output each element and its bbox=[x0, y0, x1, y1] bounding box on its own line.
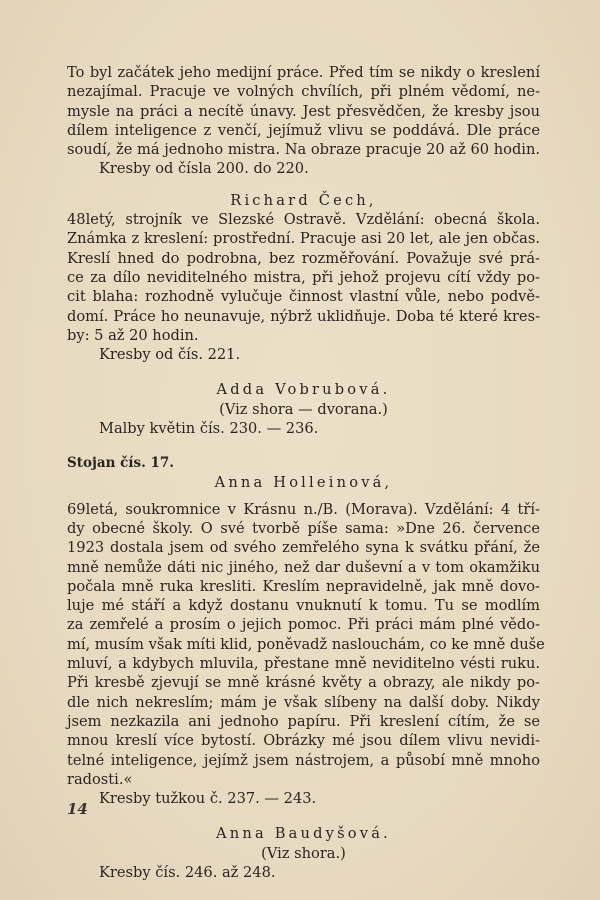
text-line: počala mně ruka kresliti. Kreslím nepravidelně, jak mně dovo- bbox=[67, 577, 540, 595]
text-line: jsem nezkazila ani jednoho papíru. Při kreslení cítím, že se bbox=[67, 712, 540, 730]
text-line: 1923 dostala jsem od svého zemřelého syna k svátku přání, že bbox=[67, 539, 540, 557]
text-line: mně nemůže dáti nic jiného, než dar duševní a v tom okamžiku bbox=[67, 558, 540, 576]
text-column bbox=[67, 63, 545, 882]
text-line: Kreslí hned do podrobna, bez rozměřování. Považuje své prá- bbox=[67, 249, 540, 267]
text-line: telné inteligence, jejímž jsem nástrojem, a působí mně mnoho bbox=[67, 751, 540, 769]
text-line: ce za dílo neviditelného mistra, při jehož projevu cítí vždy po- bbox=[67, 268, 540, 286]
holleinova-paragraph bbox=[67, 500, 545, 789]
text-line: luje mé stáří a když dostanu vnuknutí k tomu. Tu se modlím bbox=[67, 597, 540, 615]
vobrubova-works: Malby květin čís. 230. — 236. bbox=[99, 420, 319, 438]
text-line: by: 5 až 20 hodin. bbox=[67, 326, 199, 344]
text-line: za zemřelé a prosím o jejich pomoc. Při práci mám plné vědo- bbox=[67, 616, 540, 634]
text-line: mluví, a kdybych mluvila, přestane mně neviditelno vésti ruku. bbox=[67, 655, 540, 673]
baudysova-note: (Viz shora.) bbox=[261, 844, 346, 862]
text-line: nezajímal. Pracuje ve volných chvílích, při plném vědomí, ne- bbox=[67, 83, 540, 101]
text-line: Známka z kreslení: prostřední. Pracuje asi 20 let, ale jen občas. bbox=[67, 230, 540, 248]
artist-name-cech: Richard Čech, bbox=[230, 191, 377, 209]
text-line: radosti.« bbox=[67, 770, 133, 788]
baudysova-works: Kresby čís. 246. až 248. bbox=[99, 863, 276, 881]
holleinova-works: Kresby tužkou č. 237. — 243. bbox=[99, 790, 317, 808]
page-number: 14 bbox=[67, 800, 88, 818]
text-line: mysle na práci a necítě únavy. Jest přesvědčen, že kresby jsou bbox=[67, 102, 540, 120]
text-line: soudí, že má jednoho mistra. Na obraze pracuje 20 až 60 hodin. bbox=[67, 141, 540, 159]
artist-name-baudysova: Anna Baudyšová. bbox=[216, 825, 391, 843]
text-line: cit blaha: rozhodně vylučuje činnost vlastní vůle, nebo podvě- bbox=[67, 288, 540, 306]
vobrubova-note: (Viz shora — dvorana.) bbox=[219, 400, 388, 418]
intro-paragraph bbox=[67, 63, 540, 159]
text-line: dle nich nekreslím; mám je však slíbeny na další doby. Nikdy bbox=[67, 693, 540, 711]
text-line: Při kresbě zjevují se mně krásné květy a obrazy, ale nikdy po- bbox=[67, 674, 540, 692]
text-line: 69letá, soukromnice v Krásnu n./B. (Morava). Vzdělání: 4 tří- bbox=[67, 500, 540, 518]
text-line: dílem inteligence z venčí, jejímuž vlivu se poddává. Dle práce bbox=[67, 121, 540, 139]
text-line: mnou kreslí více bytostí. Obrázky mé jsou dílem vlivu nevidi- bbox=[67, 732, 540, 750]
text-line: domí. Práce ho neunavuje, nýbrž uklidňuje. Doba té které kres- bbox=[67, 307, 540, 325]
text-line: 48letý, strojník ve Slezské Ostravě. Vzdělání: obecná škola. bbox=[67, 211, 540, 229]
stand-label: Stojan čís. 17. bbox=[67, 455, 174, 472]
text-line: To byl začátek jeho medijní práce. Před tím se nikdy o kreslení bbox=[67, 64, 540, 81]
artist-name-holleinova: Anna Holleinová, bbox=[214, 474, 393, 492]
text-line: dy obecné školy. O své tvorbě píše sama: »Dne 26. července bbox=[67, 519, 540, 537]
artist-name-vobrubova: Adda Vobrubová. bbox=[216, 381, 391, 399]
text-line: mí, musím však míti klid, poněvadž naslouchám, co ke mně duše bbox=[67, 635, 545, 653]
cech-paragraph bbox=[67, 210, 540, 345]
intro-works: Kresby od čísla 200. do 220. bbox=[99, 160, 309, 178]
cech-works: Kresby od čís. 221. bbox=[99, 346, 241, 364]
